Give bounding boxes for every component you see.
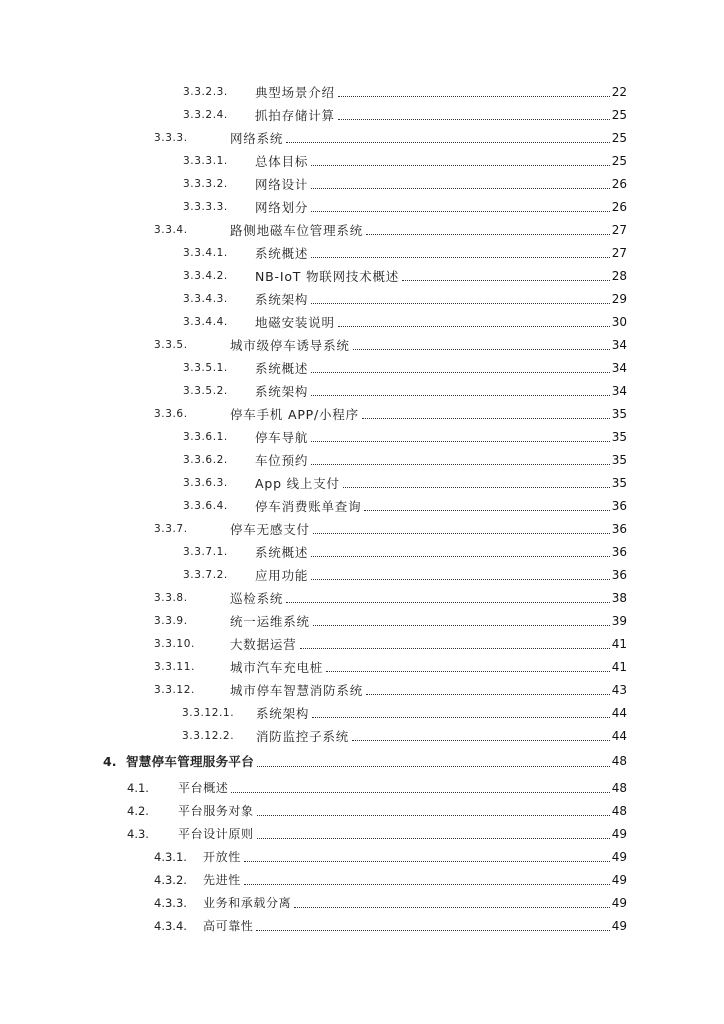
toc-entry-page: 44	[611, 725, 627, 748]
toc-entry-title: 系统概述	[255, 361, 309, 376]
toc-entry-page: 25	[611, 150, 627, 173]
dot-leader	[311, 395, 612, 396]
toc-entry[interactable]	[0, 196, 724, 219]
toc-entry-title: 业务和承载分离	[203, 896, 292, 910]
dot-leader	[402, 280, 612, 281]
toc-entry[interactable]	[0, 656, 724, 679]
toc-entry-page: 41	[611, 656, 627, 679]
toc-entry-number: 3.3.7.	[154, 523, 188, 535]
toc-entry-number: 3.3.3.2.	[183, 178, 228, 190]
toc-entry-title: 停车导航	[255, 430, 309, 445]
toc-entry-number: 4.1.	[127, 781, 149, 795]
dot-leader	[326, 671, 612, 672]
toc-entry-title: 统一运维系统	[230, 614, 310, 629]
toc-entry[interactable]	[0, 380, 724, 403]
toc-entry-number: 4.3.1.	[154, 850, 187, 864]
toc-entry[interactable]	[0, 426, 724, 449]
toc-entry-title: 系统概述	[255, 246, 309, 261]
toc-entry-title: 系统架构	[255, 292, 309, 307]
dot-leader	[353, 349, 612, 350]
toc-entry-page: 35	[611, 403, 627, 426]
dot-leader	[366, 694, 612, 695]
toc-entry-number: 3.3.4.3.	[183, 293, 228, 305]
toc-entry-number: 3.3.2.4.	[183, 109, 228, 121]
toc-entry-title: 先进性	[203, 873, 241, 887]
toc-entry-page: 44	[611, 702, 627, 725]
dot-leader	[244, 861, 612, 862]
toc-entry[interactable]	[0, 915, 724, 938]
dot-leader	[311, 211, 612, 212]
toc-entry-number: 4.3.4.	[154, 919, 187, 933]
toc-entry[interactable]	[0, 633, 724, 656]
toc-entry-title: 停车无感支付	[230, 522, 310, 537]
toc-entry-page: 49	[611, 892, 627, 915]
toc-entry-title: 网络设计	[255, 177, 309, 192]
toc-entry-page: 26	[611, 173, 627, 196]
toc-entry[interactable]	[0, 777, 724, 800]
toc-entry[interactable]	[0, 311, 724, 334]
toc-entry-page: 48	[611, 748, 627, 775]
toc-entry[interactable]	[0, 518, 724, 541]
toc-entry-number: 3.3.2.3.	[183, 86, 228, 98]
dot-leader	[244, 884, 612, 885]
toc-entry-number: 3.3.3.3.	[183, 201, 228, 213]
dot-leader	[286, 602, 612, 603]
toc-entry-page: 49	[611, 846, 627, 869]
toc-entry-page: 28	[611, 265, 627, 288]
toc-entry[interactable]	[0, 81, 724, 104]
toc-entry-title: 平台概述	[178, 781, 229, 795]
toc-entry-title: NB-IoT 物联网技术概述	[255, 269, 400, 284]
dot-leader	[294, 907, 612, 908]
dot-leader	[343, 487, 612, 488]
toc-entry-title: 停车消费账单查询	[255, 499, 362, 514]
toc-entry-title: 系统架构	[255, 384, 309, 399]
toc-entry-page: 22	[611, 81, 627, 104]
dot-leader	[338, 326, 612, 327]
toc-entry-number: 3.3.6.2.	[183, 454, 228, 466]
table-of-contents	[0, 81, 724, 938]
toc-entry-title: 路侧地磁车位管理系统	[230, 223, 364, 238]
toc-entry[interactable]	[0, 800, 724, 823]
toc-entry-page: 39	[611, 610, 627, 633]
toc-entry-page: 36	[611, 495, 627, 518]
toc-entry-page: 25	[611, 127, 627, 150]
toc-entry-title: 平台服务对象	[178, 804, 254, 818]
toc-entry-number: 4.3.3.	[154, 896, 187, 910]
toc-entry[interactable]	[0, 892, 724, 915]
toc-entry-number: 3.3.7.1.	[183, 546, 228, 558]
toc-entry-page: 35	[611, 426, 627, 449]
dot-leader	[313, 533, 612, 534]
toc-entry[interactable]	[0, 702, 724, 725]
dot-leader	[311, 165, 612, 166]
toc-entry-page: 43	[611, 679, 627, 702]
toc-entry[interactable]	[0, 495, 724, 518]
toc-entry[interactable]	[0, 173, 724, 196]
toc-entry[interactable]	[0, 127, 724, 150]
toc-entry-page: 49	[611, 915, 627, 938]
toc-entry-title: 总体目标	[255, 154, 309, 169]
toc-entry-page: 38	[611, 587, 627, 610]
toc-entry-page: 26	[611, 196, 627, 219]
toc-entry-title: 车位预约	[255, 453, 309, 468]
toc-entry[interactable]	[0, 541, 724, 564]
toc-entry-title: 网络系统	[230, 131, 284, 146]
toc-entry-page: 29	[611, 288, 627, 311]
toc-entry[interactable]	[0, 288, 724, 311]
toc-entry-number: 3.3.9.	[154, 615, 188, 627]
toc-entry-title: 典型场景介绍	[255, 85, 335, 100]
toc-entry-number: 4.	[103, 754, 117, 769]
toc-entry-page: 30	[611, 311, 627, 334]
toc-entry-title: App 线上支付	[255, 476, 340, 491]
toc-entry-number: 3.3.5.2.	[183, 385, 228, 397]
dot-leader	[311, 579, 612, 580]
toc-entry-number: 4.3.2.	[154, 873, 187, 887]
toc-entry[interactable]	[0, 472, 724, 495]
toc-entry-page: 34	[611, 334, 627, 357]
toc-entry-number: 3.3.4.2.	[183, 270, 228, 282]
toc-entry[interactable]	[0, 564, 724, 587]
toc-entry-title: 大数据运营	[230, 637, 297, 652]
toc-entry[interactable]	[0, 150, 724, 173]
toc-entry-title: 开放性	[203, 850, 241, 864]
toc-entry-number: 3.3.10.	[154, 638, 195, 650]
toc-entry-title: 城市停车智慧消防系统	[230, 683, 364, 698]
toc-entry[interactable]	[0, 610, 724, 633]
dot-leader	[364, 510, 612, 511]
toc-entry[interactable]	[0, 219, 724, 242]
toc-entry-number: 3.3.5.1.	[183, 362, 228, 374]
dot-leader	[311, 441, 612, 442]
toc-entry-page: 35	[611, 449, 627, 472]
dot-leader	[311, 188, 612, 189]
toc-entry[interactable]	[0, 725, 724, 748]
toc-entry[interactable]	[0, 334, 724, 357]
toc-entry[interactable]	[0, 679, 724, 702]
toc-entry-title: 应用功能	[255, 568, 309, 583]
toc-entry-page: 36	[611, 518, 627, 541]
toc-entry-page: 49	[611, 869, 627, 892]
toc-entry-number: 3.3.3.	[154, 132, 188, 144]
toc-entry-page: 25	[611, 104, 627, 127]
toc-entry[interactable]	[0, 449, 724, 472]
toc-entry-number: 4.2.	[127, 804, 149, 818]
toc-entry-title: 消防监控子系统	[256, 729, 350, 744]
dot-leader	[313, 625, 612, 626]
dot-leader	[312, 717, 612, 718]
toc-entry-title: 城市级停车诱导系统	[230, 338, 350, 353]
toc-entry[interactable]	[0, 587, 724, 610]
toc-entry-page: 48	[611, 777, 627, 800]
toc-entry-page: 36	[611, 564, 627, 587]
toc-entry-number: 3.3.11.	[154, 661, 195, 673]
toc-entry-title: 城市汽车充电桩	[230, 660, 324, 675]
toc-entry-number: 3.3.4.4.	[183, 316, 228, 328]
toc-entry[interactable]	[0, 869, 724, 892]
dot-leader	[362, 418, 612, 419]
toc-entry[interactable]	[0, 403, 724, 426]
toc-entry-number: 4.3.	[127, 827, 149, 841]
toc-entry-title: 智慧停车管理服务平台	[126, 754, 255, 769]
toc-entry-title: 停车手机 APP/小程序	[230, 407, 359, 422]
toc-entry[interactable]	[0, 748, 724, 777]
toc-entry[interactable]	[0, 823, 724, 846]
dot-leader	[311, 257, 612, 258]
toc-entry[interactable]	[0, 846, 724, 869]
toc-entry-number: 3.3.7.2.	[183, 569, 228, 581]
toc-entry[interactable]	[0, 104, 724, 127]
toc-entry-number: 3.3.6.4.	[183, 500, 228, 512]
dot-leader	[300, 648, 612, 649]
toc-entry-page: 41	[611, 633, 627, 656]
toc-entry-title: 高可靠性	[203, 919, 254, 933]
toc-entry-title: 平台设计原则	[178, 827, 254, 841]
toc-entry[interactable]	[0, 265, 724, 288]
toc-entry-number: 3.3.12.2.	[182, 730, 235, 742]
toc-entry-title: 巡检系统	[230, 591, 284, 606]
toc-entry-page: 27	[611, 242, 627, 265]
dot-leader	[338, 119, 612, 120]
toc-entry-number: 3.3.12.	[154, 684, 195, 696]
toc-entry-title: 系统架构	[256, 706, 310, 721]
dot-leader	[286, 142, 612, 143]
toc-entry-number: 3.3.4.1.	[183, 247, 228, 259]
dot-leader	[311, 303, 612, 304]
toc-entry-number: 3.3.3.1.	[183, 155, 228, 167]
toc-entry[interactable]	[0, 242, 724, 265]
toc-entry-page: 34	[611, 357, 627, 380]
toc-entry-number: 3.3.6.	[154, 408, 188, 420]
toc-entry-number: 3.3.5.	[154, 339, 188, 351]
toc-entry-number: 3.3.6.3.	[183, 477, 228, 489]
dot-leader	[231, 792, 612, 793]
toc-entry-number: 3.3.8.	[154, 592, 188, 604]
toc-entry-title: 地磁安装说明	[255, 315, 335, 330]
dot-leader	[257, 838, 612, 839]
toc-entry-number: 3.3.6.1.	[183, 431, 228, 443]
toc-entry-number: 3.3.12.1.	[182, 707, 235, 719]
toc-entry-page: 27	[611, 219, 627, 242]
toc-entry-title: 网络划分	[255, 200, 309, 215]
toc-entry-number: 3.3.4.	[154, 224, 188, 236]
toc-entry-page: 49	[611, 823, 627, 846]
dot-leader	[311, 556, 612, 557]
toc-entry-title: 抓拍存储计算	[255, 108, 335, 123]
toc-entry-page: 34	[611, 380, 627, 403]
dot-leader	[257, 766, 612, 767]
dot-leader	[257, 815, 612, 816]
toc-entry-page: 48	[611, 800, 627, 823]
dot-leader	[256, 930, 612, 931]
dot-leader	[366, 234, 612, 235]
toc-entry-page: 36	[611, 541, 627, 564]
dot-leader	[311, 372, 612, 373]
toc-entry-title: 系统概述	[255, 545, 309, 560]
toc-entry[interactable]	[0, 357, 724, 380]
toc-entry-page: 35	[611, 472, 627, 495]
dot-leader	[311, 464, 612, 465]
dot-leader	[338, 96, 612, 97]
dot-leader	[352, 740, 612, 741]
